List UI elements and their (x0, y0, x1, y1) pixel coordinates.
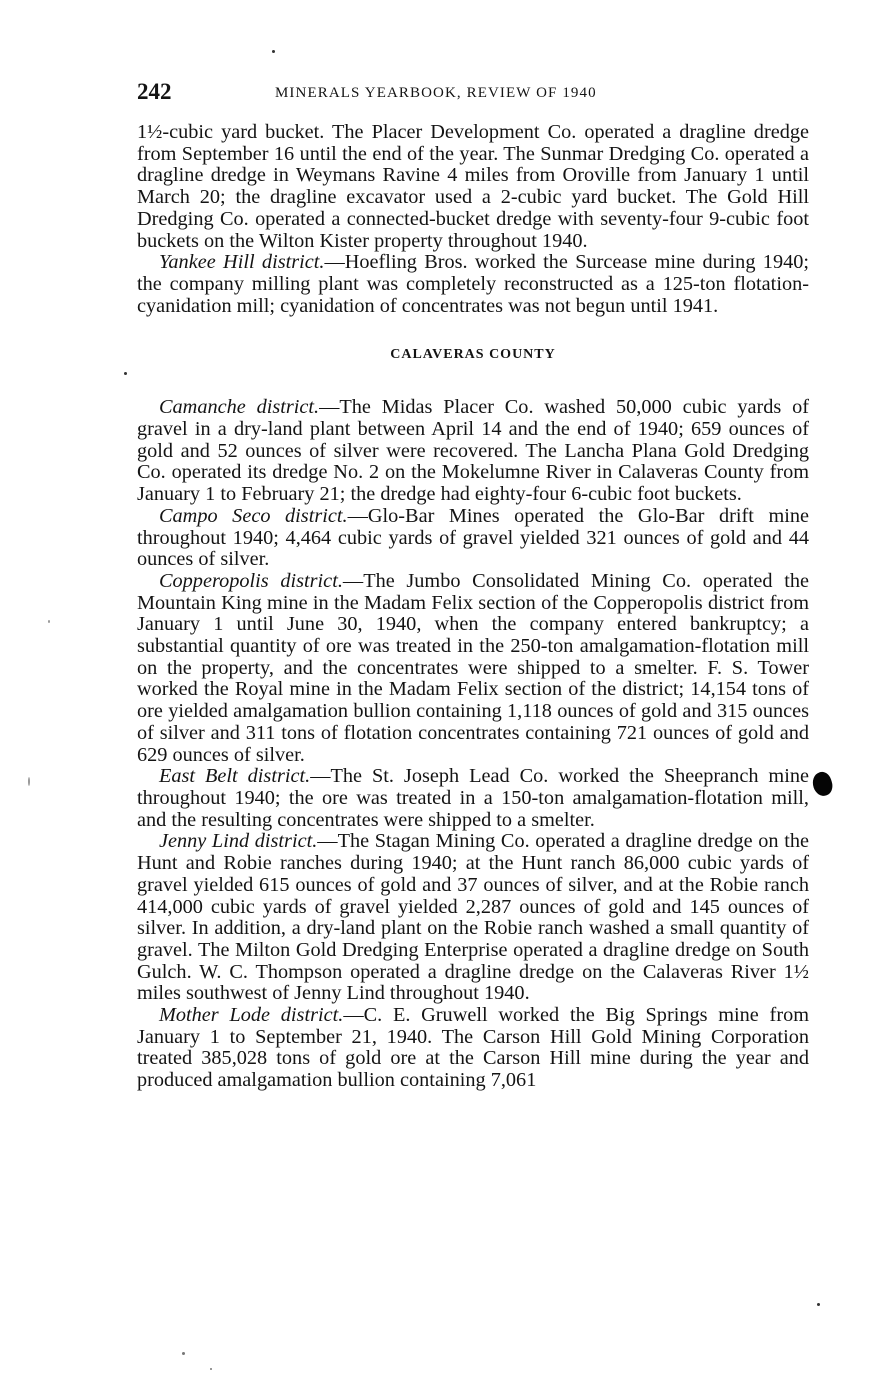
scan-speck (210, 1368, 212, 1370)
paragraph-text: —The Stagan Mining Co. operated a dragline dredge on the Hunt and Robie ranches during 1940; at the Hunt ranch 86,000 cubic yards of gravel yielded 615 ounces of gold and 37 ounces of silver, and at the Robie ranch 414,000 cubic yards of gravel yielded 2,287 ounces of gold and 145 ounces of silver. In addition, a dry-land plant on the Robie ranch washed a small quantity of gravel. The Milton Gold Dredging Enterprise operated a dragline dredge on South Gulch. W. C. Thompson operated a dragline dredge on the Calaveras River 1½ miles southwest of Jenny Lind throughout 1940. (137, 830, 809, 1005)
page-number: 242 (137, 79, 172, 104)
paragraph-copperopolis (137, 571, 809, 766)
paragraph-east-belt (137, 766, 809, 831)
paragraph-camanche (137, 397, 809, 506)
paragraph-text: —The Jumbo Consolidated Mining Co. operated the Mountain King mine in the Madam Felix section of the Copperopolis district from January 1 until June 30, 1940, when the company entered bankruptcy; a substantial quantity of ore was treated in the 250-ton amalgamation-flotation mill on the property, and the concentrates were shipped to a smelter. F. S. Tower worked the Royal mine in the Madam Felix section of the district; 14,154 tons of ore yielded amalgamation bullion containing 1,118 ounces of gold and 315 ounces of silver and 311 tons of flotation concentrates containing 721 ounces of gold and 629 ounces of silver. (137, 569, 809, 766)
body-text (137, 122, 809, 1092)
paragraph-yankee-hill (137, 252, 809, 317)
paragraph-text: —The St. Joseph Lead Co. worked the Sheepranch mine throughout 1940; the ore was treated in a 150-ton amalgamation-flotation mill, and the resulting concentrates were shipped to a smelter. (137, 765, 809, 831)
scan-speck (28, 777, 30, 786)
district-name: Jenny Lind district. (159, 830, 318, 853)
running-title: MINERALS YEARBOOK, REVIEW OF 1940 (275, 85, 597, 101)
section-heading: CALAVERAS COUNTY (390, 347, 556, 363)
scan-speck (124, 372, 127, 375)
paragraph-text: —C. E. Gruwell worked the Big Springs mine from January 1 to September 21, 1940. The Carson Hill Gold Mining Corporation treated 385,028 tons of gold ore at the Carson Hill mine during the year and produced amalgamation bullion containing 7,061 (137, 1004, 809, 1092)
paragraph-campo-seco (137, 506, 809, 571)
district-name: Copperopolis district. (159, 569, 343, 592)
paragraph-jenny-lind (137, 831, 809, 1005)
ink-blot (810, 770, 835, 799)
paragraph-text: —Glo-Bar Mines operated the Glo-Bar drift mine throughout 1940; 4,464 cubic yards of gravel yielded 321 ounces of gold and 44 ounces of silver. (137, 504, 810, 571)
scan-speck (272, 50, 275, 53)
district-name: Camanche district. (159, 396, 320, 419)
district-name: Mother Lode district. (159, 1004, 344, 1027)
paragraph-text: —The Midas Placer Co. washed 50,000 cubic yards of gravel in a dry-land plant between April 14 and the end of 1940; 659 ounces of gold and 52 ounces of silver were recovered. The Lancha Plana Gold Dredging Co. operated its dredge No. 2 on the Mokelumne River in Calaveras County from January 1 to February 21; the dredge had eighty-four 6-cubic foot buckets. (137, 396, 809, 506)
paragraph-text: —Hoefling Bros. worked the Surcease mine during 1940; the company milling plant was completely reconstructed as a 125-ton flotation-cyanidation mill; cyanidation of concentrates was not begun until 1941. (137, 251, 809, 317)
paragraph-continued (137, 122, 809, 252)
district-name: Campo Seco district. (159, 504, 348, 527)
paragraph-text: 1½-cubic yard bucket. The Placer Development Co. operated a dragline dredge from September 16 until the end of the year. The Sunmar Dredging Co. operated a dragline dredge in Weymans Ravine 4 miles from Oroville from January 1 until March 20; the dragline excavator used a 2-cubic yard bucket. The Gold Hill Dredging Co. operated a connected-bucket dredge with seventy-four 9-cubic foot buckets on the Wilton Kister property throughout 1940. (137, 121, 809, 252)
scan-speck (182, 1352, 185, 1355)
paragraph-mother-lode (137, 1005, 809, 1092)
scan-speck (48, 620, 50, 623)
district-name: East Belt district. (159, 765, 311, 788)
scan-speck (817, 1303, 820, 1306)
page-header (137, 78, 809, 108)
district-name: Yankee Hill district. (159, 251, 325, 274)
